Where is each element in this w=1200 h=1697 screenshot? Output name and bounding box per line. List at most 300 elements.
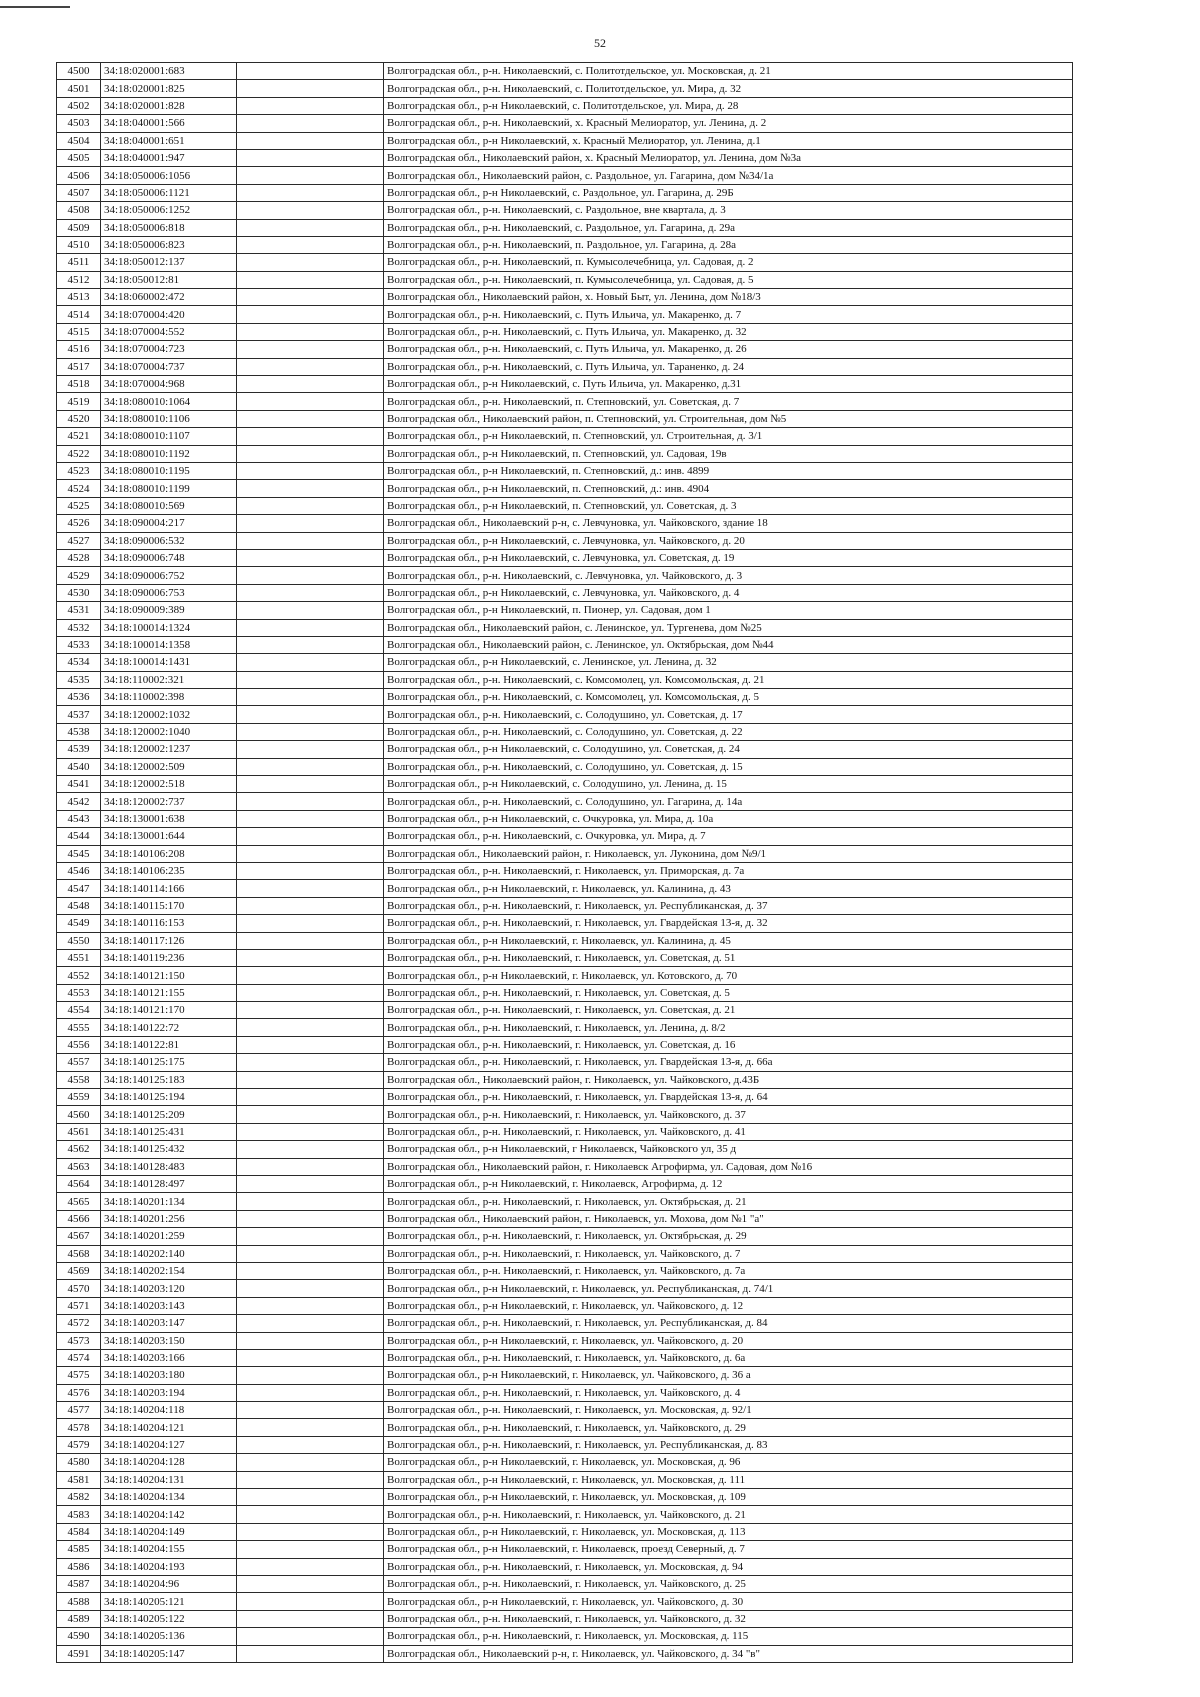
empty-cell [237, 1123, 384, 1140]
table-row [57, 1384, 1073, 1401]
cadastral-number-cell: 34:18:140204:142 [101, 1506, 237, 1523]
empty-cell [237, 289, 384, 306]
table-row [57, 323, 1073, 340]
row-number-cell: 4567 [57, 1228, 101, 1245]
empty-cell [237, 202, 384, 219]
empty-cell [237, 810, 384, 827]
cadastral-number-cell: 34:18:140121:170 [101, 1002, 237, 1019]
address-cell: Волгоградская обл., Николаевский р-н, с. Левчуновка, ул. Чайковского, здание 18 [384, 515, 1073, 532]
row-number-cell: 4543 [57, 810, 101, 827]
row-number-cell: 4510 [57, 236, 101, 253]
row-number-cell: 4559 [57, 1089, 101, 1106]
address-cell: Волгоградская обл., р-н Николаевский, с. Политотдельское, ул. Мира, д. 28 [384, 97, 1073, 114]
row-number-cell: 4552 [57, 967, 101, 984]
empty-cell [237, 1645, 384, 1662]
row-number-cell: 4531 [57, 602, 101, 619]
cadastral-number-cell: 34:18:110002:398 [101, 689, 237, 706]
empty-cell [237, 1471, 384, 1488]
cadastral-number-cell: 34:18:140204:127 [101, 1436, 237, 1453]
empty-cell [237, 132, 384, 149]
address-cell: Волгоградская обл., Николаевский район, г. Николаевск Агрофирма, ул. Садовая, дом №16 [384, 1158, 1073, 1175]
empty-cell [237, 967, 384, 984]
cadastral-number-cell: 34:18:050006:1056 [101, 167, 237, 184]
row-number-cell: 4512 [57, 271, 101, 288]
cadastral-number-cell: 34:18:140203:147 [101, 1315, 237, 1332]
row-number-cell: 4520 [57, 410, 101, 427]
cadastral-number-cell: 34:18:140202:154 [101, 1262, 237, 1279]
address-cell: Волгоградская обл., р-н Николаевский, г Николаевск, Чайковского ул, 35 д [384, 1141, 1073, 1158]
address-cell: Волгоградская обл., р-н. Николаевский, с. Путь Ильича, ул. Макаренко, д. 26 [384, 341, 1073, 358]
table-row [57, 1523, 1073, 1540]
address-cell: Волгоградская обл., р-н Николаевский, с. Левчуновка, ул. Чайковского, д. 20 [384, 532, 1073, 549]
empty-cell [237, 1036, 384, 1053]
table-row [57, 410, 1073, 427]
empty-cell [237, 306, 384, 323]
row-number-cell: 4515 [57, 323, 101, 340]
address-cell: Волгоградская обл., р-н. Николаевский, с. Солодушино, ул. Гагарина, д. 14а [384, 793, 1073, 810]
address-cell: Волгоградская обл., Николаевский район, п. Степновский, ул. Строительная, дом №5 [384, 410, 1073, 427]
empty-cell [237, 723, 384, 740]
row-number-cell: 4535 [57, 671, 101, 688]
empty-cell [237, 1436, 384, 1453]
row-number-cell: 4577 [57, 1402, 101, 1419]
cadastral-number-cell: 34:18:140121:150 [101, 967, 237, 984]
row-number-cell: 4558 [57, 1071, 101, 1088]
cadastral-number-cell: 34:18:120002:1237 [101, 741, 237, 758]
row-number-cell: 4566 [57, 1210, 101, 1227]
cadastral-number-cell: 34:18:140116:153 [101, 915, 237, 932]
row-number-cell: 4548 [57, 897, 101, 914]
table-row [57, 1245, 1073, 1262]
cadastral-number-cell: 34:18:140117:126 [101, 932, 237, 949]
row-number-cell: 4563 [57, 1158, 101, 1175]
table-row [57, 1036, 1073, 1053]
row-number-cell: 4513 [57, 289, 101, 306]
cadastral-number-cell: 34:18:080010:1107 [101, 428, 237, 445]
empty-cell [237, 793, 384, 810]
row-number-cell: 4517 [57, 358, 101, 375]
table-row [57, 289, 1073, 306]
table-row [57, 984, 1073, 1001]
cadastral-number-cell: 34:18:140122:81 [101, 1036, 237, 1053]
row-number-cell: 4522 [57, 445, 101, 462]
empty-cell [237, 741, 384, 758]
row-number-cell: 4571 [57, 1297, 101, 1314]
row-number-cell: 4544 [57, 828, 101, 845]
cadastral-number-cell: 34:18:140204:134 [101, 1489, 237, 1506]
table-row [57, 428, 1073, 445]
address-cell: Волгоградская обл., р-н. Николаевский, с. Очкуровка, ул. Мира, д. 7 [384, 828, 1073, 845]
table-row [57, 845, 1073, 862]
cadastral-number-cell: 34:18:040001:947 [101, 149, 237, 166]
table-row [57, 949, 1073, 966]
table-row [57, 1019, 1073, 1036]
address-cell: Волгоградская обл., р-н Николаевский, г. Николаевск, ул. Чайковского, д. 12 [384, 1297, 1073, 1314]
cadastral-number-cell: 34:18:100014:1324 [101, 619, 237, 636]
table-row [57, 1593, 1073, 1610]
empty-cell [237, 1245, 384, 1262]
cadastral-number-cell: 34:18:130001:638 [101, 810, 237, 827]
cadastral-number-cell: 34:18:120002:509 [101, 758, 237, 775]
empty-cell [237, 654, 384, 671]
empty-cell [237, 862, 384, 879]
row-number-cell: 4583 [57, 1506, 101, 1523]
address-cell: Волгоградская обл., р-н. Николаевский, г. Николаевск, ул. Республиканская, д. 84 [384, 1315, 1073, 1332]
table-row [57, 1454, 1073, 1471]
table-row [57, 1280, 1073, 1297]
cadastral-number-cell: 34:18:080010:1064 [101, 393, 237, 410]
row-number-cell: 4511 [57, 254, 101, 271]
row-number-cell: 4580 [57, 1454, 101, 1471]
row-number-cell: 4540 [57, 758, 101, 775]
table-row [57, 567, 1073, 584]
address-cell: Волгоградская обл., р-н. Николаевский, п. Степновский, ул. Советская, д. 7 [384, 393, 1073, 410]
row-number-cell: 4553 [57, 984, 101, 1001]
table-row [57, 1176, 1073, 1193]
table-row [57, 97, 1073, 114]
table-row [57, 741, 1073, 758]
table-row [57, 967, 1073, 984]
cadastral-number-cell: 34:18:100014:1431 [101, 654, 237, 671]
table-row [57, 1210, 1073, 1227]
table-row [57, 115, 1073, 132]
empty-cell [237, 880, 384, 897]
row-number-cell: 4537 [57, 706, 101, 723]
row-number-cell: 4554 [57, 1002, 101, 1019]
address-cell: Волгоградская обл., р-н. Николаевский, п. Кумысолечебница, ул. Садовая, д. 5 [384, 271, 1073, 288]
address-cell: Волгоградская обл., р-н. Николаевский, п. Кумысолечебница, ул. Садовая, д. 2 [384, 254, 1073, 271]
empty-cell [237, 1019, 384, 1036]
empty-cell [237, 949, 384, 966]
cadastral-number-cell: 34:18:090006:753 [101, 584, 237, 601]
table-row [57, 1436, 1073, 1453]
table-row [57, 1610, 1073, 1627]
empty-cell [237, 376, 384, 393]
empty-cell [237, 1228, 384, 1245]
address-cell: Волгоградская обл., р-н. Николаевский, с. Солодушино, ул. Советская, д. 17 [384, 706, 1073, 723]
cadastral-number-cell: 34:18:140201:259 [101, 1228, 237, 1245]
cadastral-number-cell: 34:18:140125:209 [101, 1106, 237, 1123]
cadastral-number-cell: 34:18:060002:472 [101, 289, 237, 306]
address-cell: Волгоградская обл., р-н Николаевский, с. Очкуровка, ул. Мира, д. 10а [384, 810, 1073, 827]
cadastral-number-cell: 34:18:140204:128 [101, 1454, 237, 1471]
cadastral-number-cell: 34:18:050006:1252 [101, 202, 237, 219]
empty-cell [237, 1489, 384, 1506]
row-number-cell: 4505 [57, 149, 101, 166]
address-cell: Волгоградская обл., р-н Николаевский, г. Николаевск, ул. Чайковского, д. 30 [384, 1593, 1073, 1610]
cadastral-number-cell: 34:18:140201:134 [101, 1193, 237, 1210]
cadastral-number-cell: 34:18:110002:321 [101, 671, 237, 688]
empty-cell [237, 1384, 384, 1401]
empty-cell [237, 1575, 384, 1592]
table-row [57, 1645, 1073, 1662]
address-cell: Волгоградская обл., р-н. Николаевский, г. Николаевск, ул. Чайковского, д. 21 [384, 1506, 1073, 1523]
table-row [57, 1558, 1073, 1575]
cadastral-number-cell: 34:18:100014:1358 [101, 636, 237, 653]
cadastral-number-cell: 34:18:090009:389 [101, 602, 237, 619]
empty-cell [237, 149, 384, 166]
cadastral-number-cell: 34:18:140205:121 [101, 1593, 237, 1610]
address-cell: Волгоградская обл., р-н. Николаевский, п. Раздольное, ул. Гагарина, д. 28а [384, 236, 1073, 253]
table-row [57, 1297, 1073, 1314]
table-row [57, 671, 1073, 688]
address-cell: Волгоградская обл., р-н. Николаевский, г. Николаевск, ул. Московская, д. 94 [384, 1558, 1073, 1575]
table-row [57, 1471, 1073, 1488]
page-number: 52 [594, 36, 606, 50]
address-cell: Волгоградская обл., р-н. Николаевский, г. Николаевск, ул. Московская, д. 115 [384, 1628, 1073, 1645]
empty-cell [237, 1193, 384, 1210]
cadastral-number-cell: 34:18:140203:120 [101, 1280, 237, 1297]
cadastral-number-cell: 34:18:070004:552 [101, 323, 237, 340]
empty-cell [237, 63, 384, 80]
table-row [57, 1123, 1073, 1140]
address-cell: Волгоградская обл., р-н Николаевский, г. Николаевск, ул. Московская, д. 96 [384, 1454, 1073, 1471]
row-number-cell: 4506 [57, 167, 101, 184]
row-number-cell: 4587 [57, 1575, 101, 1592]
table-row [57, 828, 1073, 845]
table-row [57, 445, 1073, 462]
cadastral-number-cell: 34:18:120002:737 [101, 793, 237, 810]
cadastral-number-cell: 34:18:140201:256 [101, 1210, 237, 1227]
row-number-cell: 4585 [57, 1541, 101, 1558]
empty-cell [237, 984, 384, 1001]
empty-cell [237, 1332, 384, 1349]
row-number-cell: 4573 [57, 1332, 101, 1349]
address-cell: Волгоградская обл., р-н. Николаевский, г. Николаевск, ул. Приморская, д. 7а [384, 862, 1073, 879]
address-cell: Волгоградская обл., р-н Николаевский, г. Николаевск, ул. Калинина, д. 43 [384, 880, 1073, 897]
address-cell: Волгоградская обл., р-н Николаевский, с. Солодушино, ул. Ленина, д. 15 [384, 776, 1073, 793]
empty-cell [237, 532, 384, 549]
address-cell: Волгоградская обл., р-н Николаевский, с. Раздольное, ул. Гагарина, д. 29Б [384, 184, 1073, 201]
empty-cell [237, 393, 384, 410]
row-number-cell: 4581 [57, 1471, 101, 1488]
table-row [57, 706, 1073, 723]
row-number-cell: 4575 [57, 1367, 101, 1384]
address-cell: Волгоградская обл., р-н. Николаевский, с. Путь Ильича, ул. Макаренко, д. 32 [384, 323, 1073, 340]
address-cell: Волгоградская обл., р-н. Николаевский, г. Николаевск, ул. Советская, д. 16 [384, 1036, 1073, 1053]
table-row [57, 1575, 1073, 1592]
cadastral-number-cell: 34:18:140114:166 [101, 880, 237, 897]
table-row [57, 915, 1073, 932]
empty-cell [237, 1593, 384, 1610]
row-number-cell: 4545 [57, 845, 101, 862]
corner-scan-mark [0, 6, 70, 8]
cadastral-number-cell: 34:18:140203:166 [101, 1349, 237, 1366]
empty-cell [237, 602, 384, 619]
row-number-cell: 4591 [57, 1645, 101, 1662]
row-number-cell: 4501 [57, 80, 101, 97]
address-cell: Волгоградская обл., Николаевский р-н, г. Николаевск, ул. Чайковского, д. 34 "в" [384, 1645, 1073, 1662]
cadastral-number-cell: 34:18:140106:235 [101, 862, 237, 879]
cadastral-number-cell: 34:18:020001:825 [101, 80, 237, 97]
empty-cell [237, 115, 384, 132]
table-row [57, 1541, 1073, 1558]
row-number-cell: 4584 [57, 1523, 101, 1540]
cadastral-number-cell: 34:18:020001:683 [101, 63, 237, 80]
address-cell: Волгоградская обл., р-н. Николаевский, г. Николаевск, ул. Московская, д. 92/1 [384, 1402, 1073, 1419]
address-cell: Волгоградская обл., р-н. Николаевский, с. Раздольное, вне квартала, д. 3 [384, 202, 1073, 219]
cadastral-number-cell: 34:18:070004:737 [101, 358, 237, 375]
cadastral-number-cell: 34:18:120002:1032 [101, 706, 237, 723]
register-table-body [57, 63, 1073, 1663]
empty-cell [237, 1523, 384, 1540]
table-row [57, 1315, 1073, 1332]
row-number-cell: 4500 [57, 63, 101, 80]
cadastral-number-cell: 34:18:140204:149 [101, 1523, 237, 1540]
empty-cell [237, 1349, 384, 1366]
address-cell: Волгоградская обл., р-н. Николаевский, г. Николаевск, ул. Гвардейская 13-я, д. 64 [384, 1089, 1073, 1106]
cadastral-number-cell: 34:18:040001:566 [101, 115, 237, 132]
empty-cell [237, 706, 384, 723]
row-number-cell: 4570 [57, 1280, 101, 1297]
row-number-cell: 4564 [57, 1176, 101, 1193]
row-number-cell: 4530 [57, 584, 101, 601]
address-cell: Волгоградская обл., р-н Николаевский, г. Николаевск, ул. Московская, д. 109 [384, 1489, 1073, 1506]
row-number-cell: 4529 [57, 567, 101, 584]
row-number-cell: 4526 [57, 515, 101, 532]
cadastral-number-cell: 34:18:020001:828 [101, 97, 237, 114]
table-row [57, 1506, 1073, 1523]
row-number-cell: 4546 [57, 862, 101, 879]
row-number-cell: 4518 [57, 376, 101, 393]
empty-cell [237, 271, 384, 288]
cadastral-number-cell: 34:18:140121:155 [101, 984, 237, 1001]
empty-cell [237, 1297, 384, 1314]
empty-cell [237, 236, 384, 253]
row-number-cell: 4561 [57, 1123, 101, 1140]
empty-cell [237, 1210, 384, 1227]
empty-cell [237, 1558, 384, 1575]
cadastral-number-cell: 34:18:050012:81 [101, 271, 237, 288]
table-row [57, 1402, 1073, 1419]
table-row [57, 549, 1073, 566]
table-row [57, 219, 1073, 236]
table-row [57, 1367, 1073, 1384]
empty-cell [237, 1454, 384, 1471]
table-row [57, 1349, 1073, 1366]
row-number-cell: 4536 [57, 689, 101, 706]
empty-cell [237, 1610, 384, 1627]
cadastral-number-cell: 34:18:140106:208 [101, 845, 237, 862]
empty-cell [237, 515, 384, 532]
table-row [57, 202, 1073, 219]
row-number-cell: 4549 [57, 915, 101, 932]
cadastral-number-cell: 34:18:140204:118 [101, 1402, 237, 1419]
table-row [57, 689, 1073, 706]
table-row [57, 619, 1073, 636]
cadastral-number-cell: 34:18:120002:518 [101, 776, 237, 793]
empty-cell [237, 845, 384, 862]
cadastral-number-cell: 34:18:080010:1192 [101, 445, 237, 462]
cadastral-number-cell: 34:18:090006:748 [101, 549, 237, 566]
table-row [57, 1193, 1073, 1210]
table-row [57, 184, 1073, 201]
row-number-cell: 4582 [57, 1489, 101, 1506]
address-cell: Волгоградская обл., Николаевский район, с. Ленинское, ул. Тургенева, дом №25 [384, 619, 1073, 636]
table-row [57, 358, 1073, 375]
table-row [57, 306, 1073, 323]
row-number-cell: 4533 [57, 636, 101, 653]
row-number-cell: 4572 [57, 1315, 101, 1332]
row-number-cell: 4508 [57, 202, 101, 219]
address-cell: Волгоградская обл., р-н. Николаевский, с. Комсомолец, ул. Комсомольская, д. 21 [384, 671, 1073, 688]
cadastral-number-cell: 34:18:140128:497 [101, 1176, 237, 1193]
empty-cell [237, 584, 384, 601]
row-number-cell: 4579 [57, 1436, 101, 1453]
address-cell: Волгоградская обл., Николаевский район, х. Красный Мелиоратор, ул. Ленина, дом №3а [384, 149, 1073, 166]
table-row [57, 376, 1073, 393]
empty-cell [237, 549, 384, 566]
cadastral-number-cell: 34:18:140203:194 [101, 1384, 237, 1401]
cadastral-number-cell: 34:18:040001:651 [101, 132, 237, 149]
row-number-cell: 4569 [57, 1262, 101, 1279]
empty-cell [237, 1089, 384, 1106]
row-number-cell: 4521 [57, 428, 101, 445]
address-cell: Волгоградская обл., р-н. Николаевский, г. Николаевск, ул. Чайковского, д. 7 [384, 1245, 1073, 1262]
address-cell: Волгоградская обл., р-н. Николаевский, г. Николаевск, ул. Чайковского, д. 7а [384, 1262, 1073, 1279]
address-cell: Волгоградская обл., р-н. Николаевский, с. Политотдельское, ул. Московская, д. 21 [384, 63, 1073, 80]
address-cell: Волгоградская обл., р-н. Николаевский, с. Политотдельское, ул. Мира, д. 32 [384, 80, 1073, 97]
table-row [57, 810, 1073, 827]
row-number-cell: 4555 [57, 1019, 101, 1036]
empty-cell [237, 1158, 384, 1175]
empty-cell [237, 167, 384, 184]
cadastral-number-cell: 34:18:140205:122 [101, 1610, 237, 1627]
empty-cell [237, 776, 384, 793]
address-cell: Волгоградская обл., р-н. Николаевский, г. Николаевск, ул. Октябрьская, д. 21 [384, 1193, 1073, 1210]
address-cell: Волгоградская обл., р-н. Николаевский, с. Путь Ильича, ул. Тараненко, д. 24 [384, 358, 1073, 375]
row-number-cell: 4550 [57, 932, 101, 949]
cadastral-number-cell: 34:18:140203:150 [101, 1332, 237, 1349]
empty-cell [237, 1280, 384, 1297]
address-cell: Волгоградская обл., р-н. Николаевский, г. Николаевск, ул. Гвардейская 13-я, д. 66а [384, 1054, 1073, 1071]
row-number-cell: 4523 [57, 462, 101, 479]
table-row [57, 654, 1073, 671]
row-number-cell: 4532 [57, 619, 101, 636]
cadastral-number-cell: 34:18:140122:72 [101, 1019, 237, 1036]
empty-cell [237, 1054, 384, 1071]
table-row [57, 932, 1073, 949]
empty-cell [237, 323, 384, 340]
table-row [57, 63, 1073, 80]
cadastral-number-cell: 34:18:130001:644 [101, 828, 237, 845]
address-cell: Волгоградская обл., р-н Николаевский, х. Красный Мелиоратор, ул. Ленина, д.1 [384, 132, 1073, 149]
empty-cell [237, 1262, 384, 1279]
address-cell: Волгоградская обл., Николаевский район, х. Новый Быт, ул. Ленина, дом №18/3 [384, 289, 1073, 306]
table-row [57, 341, 1073, 358]
address-cell: Волгоградская обл., р-н Николаевский, п. Степновский, д.: инв. 4904 [384, 480, 1073, 497]
address-cell: Волгоградская обл., Николаевский район, с. Раздольное, ул. Гагарина, дом №34/1а [384, 167, 1073, 184]
address-cell: Волгоградская обл., р-н Николаевский, с. Ленинское, ул. Ленина, д. 32 [384, 654, 1073, 671]
row-number-cell: 4576 [57, 1384, 101, 1401]
table-row [57, 602, 1073, 619]
address-cell: Волгоградская обл., р-н. Николаевский, с. Солодушино, ул. Советская, д. 22 [384, 723, 1073, 740]
empty-cell [237, 1106, 384, 1123]
row-number-cell: 4588 [57, 1593, 101, 1610]
address-cell: Волгоградская обл., р-н. Николаевский, х. Красный Мелиоратор, ул. Ленина, д. 2 [384, 115, 1073, 132]
address-cell: Волгоградская обл., Николаевский район, г. Николаевск, ул. Чайковского, д.43Б [384, 1071, 1073, 1088]
table-row [57, 1262, 1073, 1279]
address-cell: Волгоградская обл., р-н. Николаевский, г. Николаевск, ул. Советская, д. 51 [384, 949, 1073, 966]
cadastral-number-cell: 34:18:140203:143 [101, 1297, 237, 1314]
address-cell: Волгоградская обл., р-н. Николаевский, г. Николаевск, ул. Республиканская, д. 37 [384, 897, 1073, 914]
cadastral-number-cell: 34:18:140115:170 [101, 897, 237, 914]
address-cell: Волгоградская обл., р-н Николаевский, с. Левчуновка, ул. Чайковского, д. 4 [384, 584, 1073, 601]
row-number-cell: 4507 [57, 184, 101, 201]
row-number-cell: 4519 [57, 393, 101, 410]
table-row [57, 271, 1073, 288]
table-row [57, 1106, 1073, 1123]
